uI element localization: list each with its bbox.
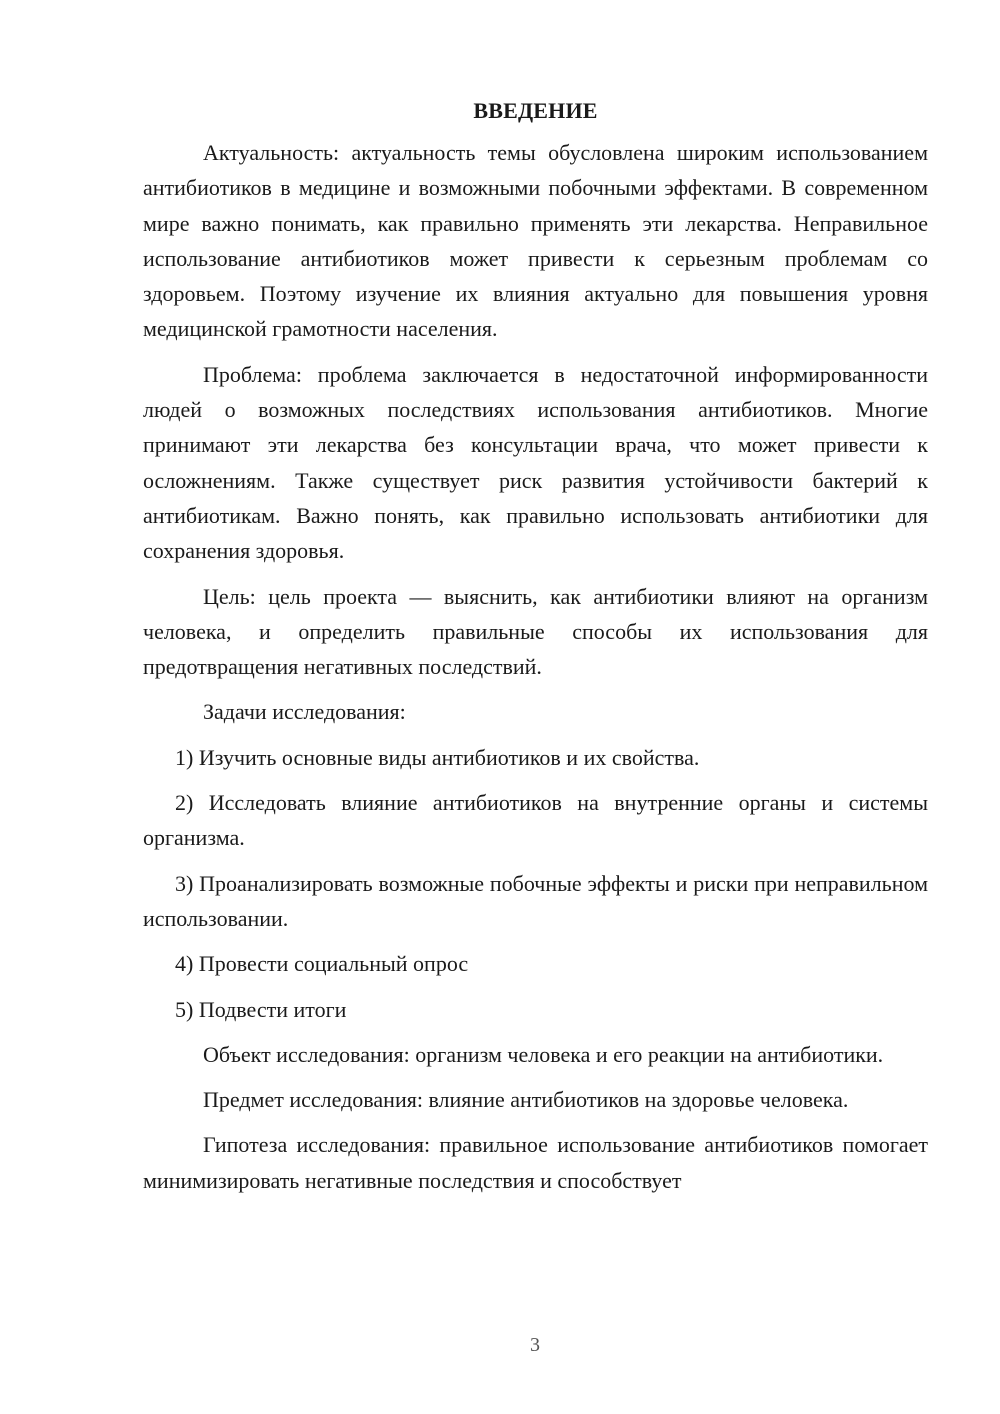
paragraph-subject: Предмет исследования: влияние антибиотиков на здоровье человека. — [203, 1087, 849, 1113]
section-heading: ВВЕДЕНИЕ — [473, 98, 598, 123]
paragraph-object: Объект исследования: организм человека и его реакции на антибиотики. — [203, 1041, 884, 1067]
paragraph-goal: Цель: цель проекта — выяснить, как антибиотики влияют на организм человека, и определить правильные способы их использования для предотвращения негативных последствий. — [143, 583, 928, 680]
paragraph-tasks-intro: Задачи исследования: — [203, 699, 406, 725]
task-item-1: 1) Изучить основные виды антибиотиков и их свойства. — [175, 744, 700, 770]
document-body — [143, 93, 928, 1198]
paragraph-hypothesis: Гипотеза исследования: правильное использование антибиотиков помогает минимизировать негативные последствия и способствует — [143, 1132, 928, 1193]
task-item-4: 4) Провести социальный опрос — [175, 951, 469, 977]
paragraph-relevance: Актуальность: актуальность темы обусловлена широким использованием антибиотиков в медицине и возможными побочными эффектами. В современном мире важно понимать, как правильно применять эти лекарства. Неправильное использование антибиотиков может привести к серьезным проблемам со здоровьем. Поэтому изучение их влияния актуально для повышения уровня медицинской грамотности населения. — [143, 140, 928, 342]
task-item-5: 5) Подвести итоги — [175, 996, 347, 1022]
page-number: 3 — [530, 1334, 540, 1356]
task-item-3: 3) Проанализировать возможные побочные эффекты и риски при неправильном использовании. — [143, 870, 928, 931]
task-item-2: 2) Исследовать влияние антибиотиков на внутренние органы и системы организма. — [143, 790, 928, 851]
paragraph-problem: Проблема: проблема заключается в недостаточной информированности людей о возможных последствиях использования антибиотиков. Многие принимают эти лекарства без консультации врача, что может привести к осложнениям. Также существует риск развития устойчивости бактерий к антибиотикам. Важно понять, как правильно использовать антибиотики для сохранения здоровья. — [143, 361, 928, 564]
